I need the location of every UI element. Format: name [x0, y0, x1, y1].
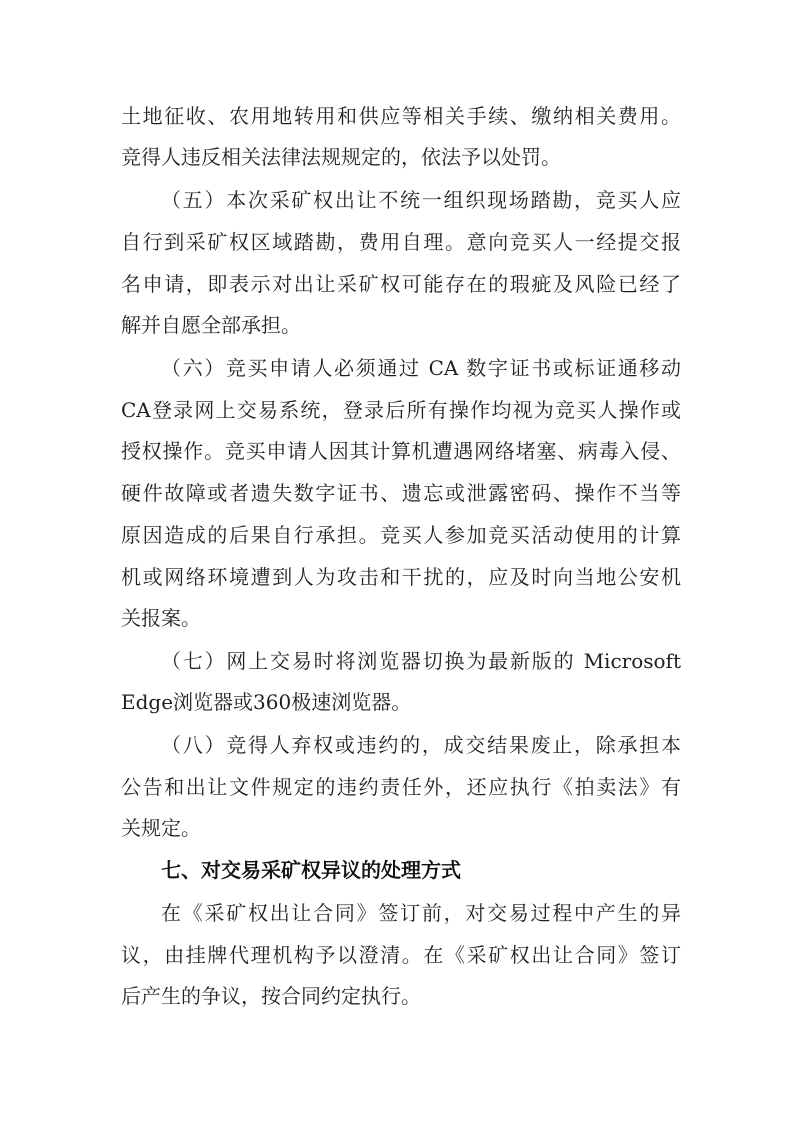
text-line: 关规定。: [121, 816, 201, 840]
text-line: 议，由挂牌代理机构予以澄清。在《采矿权出让合同》签订: [121, 943, 681, 967]
paragraph-objection-start: 在《采矿权出让合同》签订前，对交易过程中产生的异: [161, 901, 681, 925]
text-line: 机或网络环境遭到人为攻击和干扰的，应及时向当地公安机: [121, 565, 681, 589]
paragraph-seven-start: （七）网上交易时将浏览器切换为最新版的 Microsoft: [161, 649, 681, 673]
paragraph-five-start: （五）本次采矿权出让不统一组织现场踏勘，竞买人应: [161, 188, 681, 212]
text-line: 竞得人违反相关法律法规规定的，依法予以处罚。: [121, 145, 561, 169]
text-line: 解并自愿全部承担。: [121, 313, 301, 337]
text-line: 授权操作。竞买申请人因其计算机遭遇网络堵塞、病毒入侵、: [121, 439, 681, 463]
text-line: 土地征收、农用地转用和供应等相关手续、缴纳相关费用。: [121, 104, 681, 128]
section-heading: 七、对交易采矿权异议的处理方式: [161, 858, 461, 882]
text-line: CA登录网上交易系统，登录后所有操作均视为竞买人操作或: [121, 398, 681, 422]
text-line: 公告和出让文件规定的违约责任外，还应执行《拍卖法》有: [121, 775, 681, 799]
text-line: 硬件故障或者遗失数字证书、遗忘或泄露密码、操作不当等: [121, 481, 681, 505]
text-line: Edge浏览器或360极速浏览器。: [121, 690, 412, 714]
text-line: 名申请，即表示对出让采矿权可能存在的瑕疵及风险已经了: [121, 272, 681, 296]
text-line: 关报案。: [121, 606, 201, 630]
text-line: 自行到采矿权区域踏勘，费用自理。意向竞买人一经提交报: [121, 230, 681, 254]
paragraph-eight-start: （八）竞得人弃权或违约的，成交结果废止，除承担本: [161, 733, 681, 757]
text-line: 后产生的争议，按合同约定执行。: [121, 984, 421, 1008]
paragraph-six-start: （六）竞买申请人必须通过 CA 数字证书或标证通移动: [161, 356, 681, 380]
text-line: 原因造成的后果自行承担。竞买人参加竞买活动使用的计算: [121, 523, 681, 547]
